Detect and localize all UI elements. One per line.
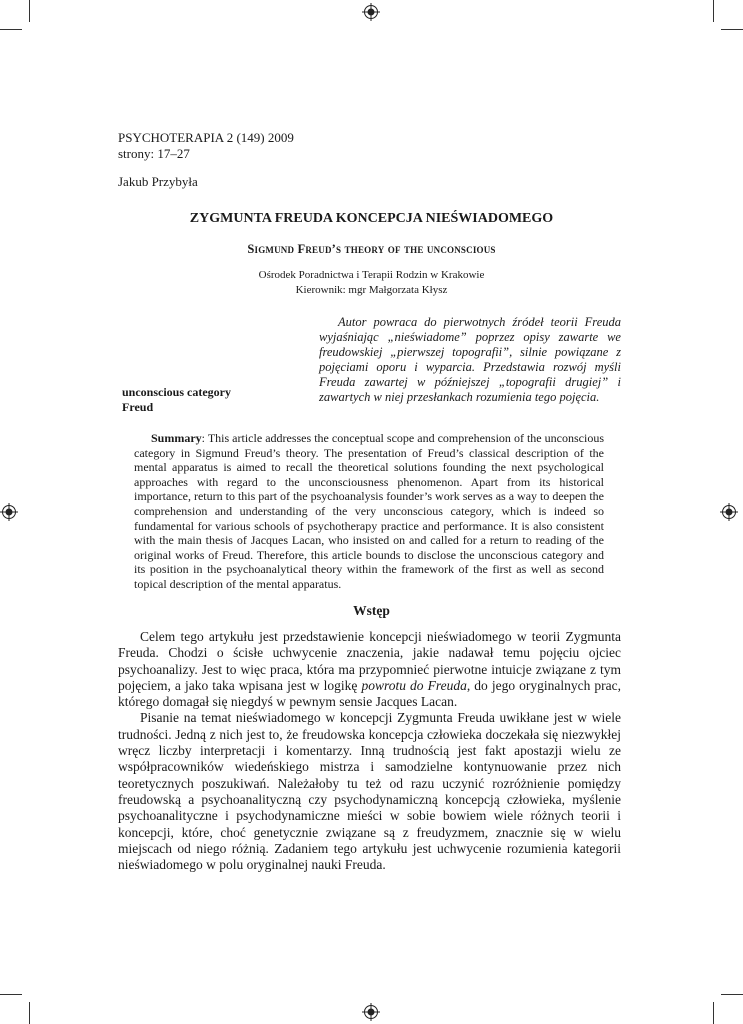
page-range: strony: 17–27 — [118, 146, 190, 161]
abstract-polish: Autor powraca do pierwotnych źródeł teorii Freuda wyjaśniając „nieświadome” poprzez opisy zawarte we freudowskiej „pierwszej topografii”, silnie powiązane z pojęciami oporu i wyparcia. Przedstawia rozwój myśli Freuda zawartej w późniejszej „topografii drugiej” i zawartych w niej przesłankach rozumienia tego pojęcia. — [319, 315, 621, 404]
body-text-italic: powrotu do Freuda — [361, 677, 467, 693]
journal-citation: PSYCHOTERAPIA 2 (149) 2009 — [118, 130, 294, 145]
crop-mark-bottom-right-v — [713, 1002, 714, 1024]
crop-mark-top-right-h — [721, 29, 743, 30]
registration-mark-icon — [362, 1003, 380, 1021]
article-title: ZYGMUNTA FREUDA KONCEPCJA NIEŚWIADOMEGO — [189, 211, 554, 226]
crop-mark-top-left-h — [0, 29, 22, 30]
crop-mark-bottom-right-h — [721, 994, 743, 995]
body-paragraph — [118, 629, 621, 710]
body-text-run: , do jego oryginalnych prac, którego domagał się niegdyś w pewnym sensie Jacques Lacan. — [118, 677, 622, 710]
crop-mark-bottom-left-v — [29, 1002, 30, 1024]
body-paragraph: Pisanie na temat nieświadomego w koncepcji Zygmunta Freuda uwikłane jest w wiele trudności. Jedną z nich jest to, że freudowska koncepcja człowieka doczekała się niezwykłej wręcz liczby interpretacji i komentarzy. Inną trudnością jest fakt apostazji wielu ze współpracowników wiedeńskiego mistrza i samodzielne kontynuowanie przez nich teoretycznych poszukiwań. Należałoby tu też od razu uczynić rozróżnienie pomiędzy freudowską a psychoanalityczną czy psychodynamiczną koncepcją człowieka, myślenie psychoanalityczne i psychodynamiczne mieści w sobie bowiem wiele różnych teorii i koncepcji, które, choć genetycznie związane są z freudyzmem, znacznie się w wielu miejscach od niego różnią. Zadaniem tego artykułu jest uchwycenie rozumienia kategorii nieświadomego w polu oryginalnej nauki Freuda. — [118, 710, 621, 873]
section-heading: Wstęp — [353, 603, 390, 618]
body-text-run: Celem tego artykułu jest przedstawienie koncepcji nieświadomego w teorii Zygmunta Freuda. Chodzi o ścisłe uchwycenie znaczenia, jakie nadawał temu pojęciu ojciec psychoanalizy. Jest to więc praca, która ma przypomnieć pierwotne intuicje związane z tym pojęciem, a jako taka wpisana jest w logikę — [118, 629, 621, 693]
crop-mark-bottom-left-h — [0, 994, 22, 995]
article-subtitle: Sigmund Freud’s theory of the unconscious — [247, 242, 496, 256]
keyword: unconscious category — [122, 385, 231, 399]
keywords — [122, 385, 231, 415]
registration-mark-icon — [720, 503, 738, 521]
summary-text: : This article addresses the conceptual scope and comprehension of the unconscious category in Sigmund Freud’s theory. The presentation of Freud’s classical description of the mental apparatus is aimed to recall the theoretical solutions founding the next psychological approaches with regard to the unconsciousness phenomenon. Apart from its historical importance, return to this part of the psychoanalysis founder’s work serves as a way to deepen the comprehension and understanding of the very unconscious category, which is indeed so fundamental for various schools of psychotherapy practice and performance. It is also consistent with the main thesis of Jacques Lacan, who insisted on and called for a return to reading of the original works of Freud. Therefore, this article bounds to disclose the unconscious category and its position in the psychoanalytical theory within the framework of the first as well as second topical description of the mental apparatus. — [134, 431, 604, 591]
registration-mark-icon — [0, 503, 18, 521]
crop-mark-top-left-v — [29, 0, 30, 22]
body-text — [118, 629, 621, 873]
summary-paragraph — [134, 431, 604, 592]
summary-label: Summary — [151, 431, 202, 445]
crop-mark-top-right-v — [713, 0, 714, 22]
affiliation-institution: Ośrodek Poradnictwa i Terapii Rodzin w Krakowie — [258, 269, 485, 281]
registration-mark-icon — [362, 3, 380, 21]
keyword: Freud — [122, 400, 154, 414]
affiliation-head: Kierownik: mgr Małgorzata Kłysz — [295, 284, 448, 296]
author-name: Jakub Przybyła — [118, 174, 198, 189]
